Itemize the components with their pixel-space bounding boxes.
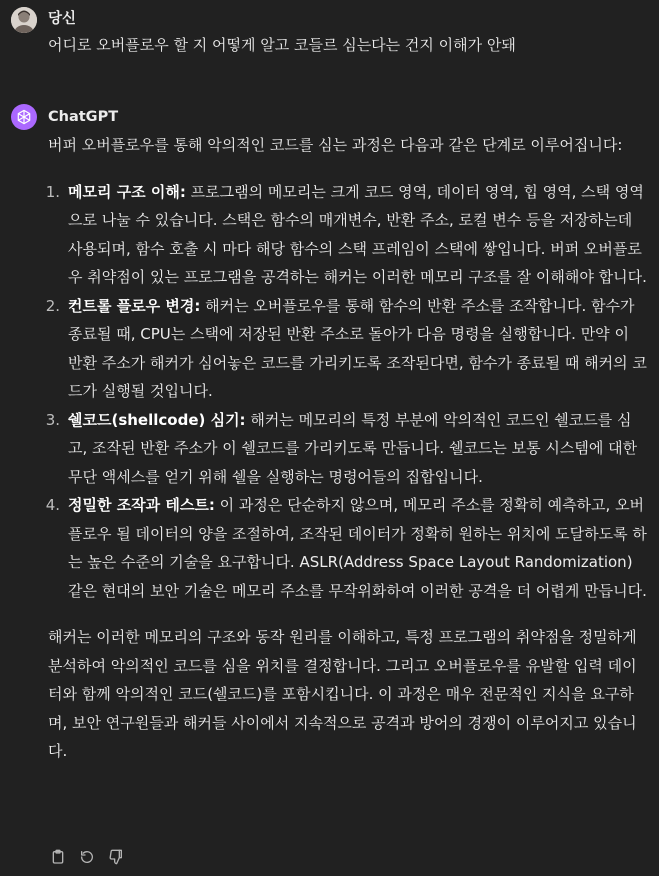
list-number: 4. (45, 496, 60, 514)
steps-list (45, 178, 648, 606)
regenerate-icon (79, 849, 95, 865)
list-number: 1. (45, 182, 60, 201)
user-message-text: 어디로 오버플로우 할 지 어떻게 알고 코들르 심는다는 건지 이해가 안돼 (48, 36, 516, 54)
list-number: 3. (45, 410, 60, 429)
regenerate-button[interactable] (77, 847, 96, 866)
step-title: 컨트롤 플로우 변경: (68, 296, 201, 315)
list-item (45, 491, 648, 605)
step-title: 쉘코드(shellcode) 심기: (68, 410, 246, 429)
assistant-message-body (45, 131, 648, 766)
list-item (45, 178, 648, 292)
step-text: 해커는 오버플로우를 통해 함수의 반환 주소를 조작합니다. 함수가 종료될 때, CPU는 스택에 저장된 반환 주소로 돌아가 다음 명령을 실행합니다. 만약 이 반환 주소가 해커가 심어놓은 코드를 가리키도록 조작된다면, 함수가 종료될 때 해커의 코드가 실행될 것입니다. (68, 296, 647, 400)
list-number: 2. (45, 296, 60, 315)
list-item (45, 406, 648, 492)
copy-button[interactable] (48, 847, 67, 866)
clipboard-icon (50, 849, 66, 865)
assistant-sender-name: ChatGPT (48, 109, 119, 125)
step-title: 메모리 구조 이해: (68, 182, 186, 201)
thumbs-down-button[interactable] (106, 847, 125, 866)
message-actions (48, 847, 125, 866)
openai-logo-icon (11, 104, 37, 130)
user-avatar (11, 7, 37, 33)
step-text: 해커는 메모리의 특정 부분에 악의적인 코드인 쉘코드를 심고, 조작된 반환 주소가 이 쉘코드를 가리키도록 만듭니다. 쉘코드는 보통 시스템에 대한 무단 액세스를 얻기 위해 쉘을 실행하는 명령어들의 집합입니다. (68, 410, 638, 486)
assistant-intro: 버퍼 오버플로우를 통해 악의적인 코드를 심는 과정은 다음과 같은 단계로 이루어집니다: (48, 136, 623, 154)
step-title: 정밀한 조작과 테스트: (68, 496, 215, 514)
user-sender-name: 당신 (48, 11, 77, 27)
thumbs-down-icon (108, 849, 124, 865)
step-text: 이 과정은 단순하지 않으며, 메모리 주소를 정확히 예측하고, 오버플로우 될 데이터의 양을 조절하여, 조작된 데이터가 정확히 원하는 위치에 도달하도록 하는 높은 수준의 기술을 요구합니다. ASLR(Address Space Layout Randomization) 같은 현대의 보안 기술은 메모리 주소를 무작위화하여 이러한 공격을 더 어렵게 만듭니다. (68, 496, 647, 600)
assistant-outro: 해커는 이러한 메모리의 구조와 동작 원리를 이해하고, 특정 프로그램의 취약점을 정밀하게 분석하여 악의적인 코드를 심을 위치를 결정합니다. 그리고 오버플로우를 유발할 입력 데이터와 함께 악의적인 코드(쉘코드)를 포함시킵니다. 이 과정은 매우 전문적인 지식을 요구하며, 보안 연구원들과 해커들 사이에서 지속적으로 공격과 방어의 경쟁이 이루어지고 있습니다. (48, 628, 637, 760)
list-item (45, 292, 648, 406)
step-text: 프로그램의 메모리는 크게 코드 영역, 데이터 영역, 힙 영역, 스택 영역으로 나눌 수 있습니다. 스택은 함수의 매개변수, 반환 주소, 로컬 변수 등을 저장하는데 사용되며, 함수 호출 시 마다 해당 함수의 스택 프레임이 스택에 쌓입니다. 버퍼 오버플로우 취약점이 있는 프로그램을 공격하는 해커는 이러한 메모리 구조를 잘 이해해야 합니다. (68, 182, 647, 286)
